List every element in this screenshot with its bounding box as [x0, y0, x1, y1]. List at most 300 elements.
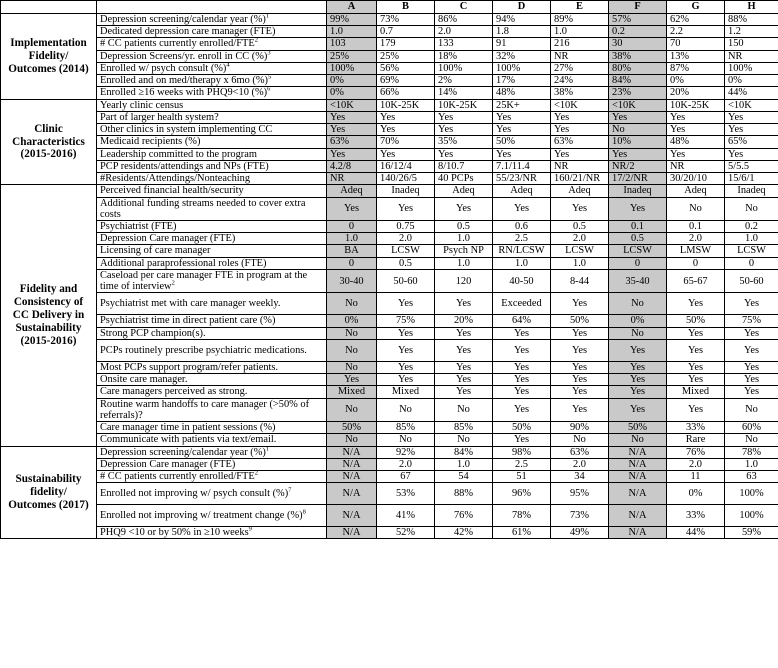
cell-d: 2.5 — [493, 458, 551, 470]
cell-g: 2.0 — [667, 233, 725, 245]
cell-d: Yes — [493, 398, 551, 421]
cell-b: 2.0 — [377, 458, 435, 470]
cell-f: 0 — [609, 257, 667, 269]
cell-a: <10K — [327, 99, 377, 111]
cell-a: N/A — [327, 446, 377, 458]
cell-f: Inadeq — [609, 185, 667, 197]
column-header-f: F — [609, 1, 667, 14]
row-label-text: Enrolled not improving w/ psych consult (%) — [100, 488, 289, 500]
cell-e: 38% — [551, 87, 609, 99]
cell-b: 85% — [377, 422, 435, 434]
cell-h: 44% — [725, 87, 778, 99]
cell-c: 86% — [435, 14, 493, 26]
column-header-c: C — [435, 1, 493, 14]
cell-c: 0.5 — [435, 220, 493, 232]
cell-g: NR — [667, 160, 725, 172]
cell-g: Yes — [667, 361, 725, 373]
row-label-text: # CC patients currently enrolled/FTE — [100, 38, 255, 50]
table-row — [1, 398, 778, 421]
table-row — [1, 483, 778, 505]
cell-b: 179 — [377, 38, 435, 50]
cell-a: 0 — [327, 220, 377, 232]
cell-f: N/A — [609, 458, 667, 470]
cell-c: Yes — [435, 148, 493, 160]
cell-c: No — [435, 434, 493, 446]
cell-h: 60% — [725, 422, 778, 434]
cell-d: Yes — [493, 339, 551, 361]
row-label — [97, 14, 327, 26]
cell-h: 1.0 — [725, 458, 778, 470]
column-header-a: A — [327, 1, 377, 14]
cell-a: NR — [327, 173, 377, 185]
cell-a: 0% — [327, 315, 377, 327]
cell-f: 35-40 — [609, 269, 667, 292]
footnote-marker: 6 — [267, 85, 271, 93]
table-row — [1, 339, 778, 361]
cell-f: 17/2/NR — [609, 173, 667, 185]
row-label-text: Enrolled ≥16 weeks with PHQ9<10 (%) — [100, 87, 268, 99]
cell-g: Adeq — [667, 185, 725, 197]
row-label — [97, 148, 327, 160]
row-label-text: Care manager time in patient sessions (%) — [100, 422, 276, 434]
cell-e: 90% — [551, 422, 609, 434]
cell-f: 80% — [609, 62, 667, 74]
cell-d: Yes — [493, 361, 551, 373]
cell-g: 2.0 — [667, 458, 725, 470]
cell-e: NR — [551, 160, 609, 172]
cell-c: 1.0 — [435, 257, 493, 269]
row-label — [97, 136, 327, 148]
cell-a: Yes — [327, 374, 377, 386]
cell-f: N/A — [609, 446, 667, 458]
table-row — [1, 173, 778, 185]
row-label-text: Yearly clinic census — [100, 99, 184, 111]
row-label-text: Routine warm handoffs to care manager (>50% of referrals)? — [100, 398, 310, 421]
cell-d: 51 — [493, 470, 551, 482]
cell-c: 18% — [435, 50, 493, 62]
cell-b: 2.0 — [377, 233, 435, 245]
cell-a: 0% — [327, 75, 377, 87]
cell-e: 1.0 — [551, 257, 609, 269]
cell-d: 55/23/NR — [493, 173, 551, 185]
row-label-text: Strong PCP champion(s). — [100, 327, 206, 339]
cell-b: Yes — [377, 148, 435, 160]
cell-c: 40 PCPs — [435, 173, 493, 185]
cell-h: 75% — [725, 315, 778, 327]
cell-d: 2.5 — [493, 233, 551, 245]
cell-d: 64% — [493, 315, 551, 327]
cell-a: No — [327, 361, 377, 373]
cell-a: N/A — [327, 458, 377, 470]
row-label — [97, 26, 327, 38]
table-row — [1, 386, 778, 398]
cell-c: Adeq — [435, 185, 493, 197]
cell-a: No — [327, 398, 377, 421]
cell-b: 75% — [377, 315, 435, 327]
cell-f: <10K — [609, 99, 667, 111]
cell-h: 0 — [725, 257, 778, 269]
cell-d: Adeq — [493, 185, 551, 197]
row-label-text: Part of larger health system? — [100, 111, 219, 123]
table-row — [1, 148, 778, 160]
cell-h: 88% — [725, 14, 778, 26]
table-row — [1, 185, 778, 197]
cell-c: Yes — [435, 361, 493, 373]
cell-g: 0.1 — [667, 220, 725, 232]
table-row — [1, 160, 778, 172]
cell-f: 0.5 — [609, 233, 667, 245]
cell-g: 30/20/10 — [667, 173, 725, 185]
row-label — [97, 505, 327, 527]
cell-f: Yes — [609, 197, 667, 220]
cell-e: 160/21/NR — [551, 173, 609, 185]
table-row — [1, 245, 778, 257]
cell-a: 99% — [327, 14, 377, 26]
cell-d: 1.8 — [493, 26, 551, 38]
row-label-text: Psychiatrist (FTE) — [100, 220, 177, 232]
cell-b: 92% — [377, 446, 435, 458]
cell-g: 87% — [667, 62, 725, 74]
row-label-text: Psychiatrist met with care manager weekly. — [100, 298, 281, 310]
cell-c: No — [435, 398, 493, 421]
cell-h: 100% — [725, 483, 778, 505]
cell-c: Yes — [435, 327, 493, 339]
cell-h: 50-60 — [725, 269, 778, 292]
cell-e: 34 — [551, 470, 609, 482]
cell-f: Yes — [609, 374, 667, 386]
cell-h: 100% — [725, 62, 778, 74]
row-label — [97, 233, 327, 245]
cell-g: Mixed — [667, 386, 725, 398]
cell-f: No — [609, 434, 667, 446]
cell-f: LCSW — [609, 245, 667, 257]
cell-f: N/A — [609, 470, 667, 482]
cell-g: Yes — [667, 374, 725, 386]
cell-a: Yes — [327, 148, 377, 160]
cell-f: Yes — [609, 386, 667, 398]
cell-e: 0.5 — [551, 220, 609, 232]
row-label — [97, 470, 327, 482]
cell-g: No — [667, 197, 725, 220]
cell-f: Yes — [609, 339, 667, 361]
cell-a: 50% — [327, 422, 377, 434]
cell-d: 25K+ — [493, 99, 551, 111]
cell-h: 100% — [725, 505, 778, 527]
cell-f: 0% — [609, 315, 667, 327]
table-row — [1, 233, 778, 245]
row-label-text: Enrolled not improving w/ treatment change (%) — [100, 510, 303, 522]
cell-b: 69% — [377, 75, 435, 87]
cell-g: 76% — [667, 446, 725, 458]
cell-e: LCSW — [551, 245, 609, 257]
table-row — [1, 470, 778, 482]
row-label — [97, 220, 327, 232]
cell-h: 150 — [725, 38, 778, 50]
table-row — [1, 434, 778, 446]
cell-b: Mixed — [377, 386, 435, 398]
cell-c: Yes — [435, 374, 493, 386]
table-row — [1, 293, 778, 315]
cell-a: No — [327, 434, 377, 446]
row-label-text: PHQ9 <10 or by 50% in ≥10 weeks — [100, 527, 249, 539]
row-label-text: PCPs routinely prescribe psychiatric medications. — [100, 344, 307, 356]
cell-g: Yes — [667, 339, 725, 361]
cell-a: 30-40 — [327, 269, 377, 292]
cell-e: 1.0 — [551, 26, 609, 38]
row-label-text: Depression Screens/yr. enroll in CC (%) — [100, 50, 268, 62]
table-row — [1, 446, 778, 458]
row-label-text: Other clinics in system implementing CC — [100, 124, 273, 136]
header-blank-label — [97, 1, 327, 14]
cell-e: Adeq — [551, 185, 609, 197]
table-row — [1, 327, 778, 339]
cell-g: Yes — [667, 111, 725, 123]
row-label — [97, 245, 327, 257]
row-label — [97, 124, 327, 136]
cell-h: Inadeq — [725, 185, 778, 197]
cell-c: Yes — [435, 124, 493, 136]
cell-g: 50% — [667, 315, 725, 327]
cell-d: 96% — [493, 483, 551, 505]
cell-e: Yes — [551, 124, 609, 136]
cell-h: LCSW — [725, 245, 778, 257]
cell-d: 32% — [493, 50, 551, 62]
column-header-d: D — [493, 1, 551, 14]
cell-b: Yes — [377, 374, 435, 386]
cell-a: BA — [327, 245, 377, 257]
cell-a: 0% — [327, 87, 377, 99]
cell-e: 73% — [551, 505, 609, 527]
cell-a: Yes — [327, 124, 377, 136]
cell-g: Yes — [667, 398, 725, 421]
table-row — [1, 50, 778, 62]
cell-c: 42% — [435, 527, 493, 539]
table-row — [1, 38, 778, 50]
row-label-text: Most PCPs support program/refer patients. — [100, 361, 279, 373]
row-label — [97, 160, 327, 172]
cell-e: Yes — [551, 361, 609, 373]
section-title: Sustainability fidelity/ Outcomes (2017) — [1, 446, 97, 539]
cell-d: Yes — [493, 327, 551, 339]
cell-d: 7.1/11.4 — [493, 160, 551, 172]
section-title: Clinic Characteristics (2015-2016) — [1, 99, 97, 185]
cell-g: Rare — [667, 434, 725, 446]
table-row — [1, 26, 778, 38]
cell-h: 5/5.5 — [725, 160, 778, 172]
cell-a: N/A — [327, 527, 377, 539]
row-label — [97, 386, 327, 398]
cell-b: 52% — [377, 527, 435, 539]
cell-c: 76% — [435, 505, 493, 527]
row-label-text: Care managers perceived as strong. — [100, 386, 248, 398]
row-label — [97, 327, 327, 339]
table-row — [1, 257, 778, 269]
cell-b: 0.75 — [377, 220, 435, 232]
row-label — [97, 339, 327, 361]
cell-a: 1.0 — [327, 26, 377, 38]
cell-e: 24% — [551, 75, 609, 87]
table-row — [1, 197, 778, 220]
row-label — [97, 293, 327, 315]
cell-h: Yes — [725, 339, 778, 361]
cell-h: 63 — [725, 470, 778, 482]
cell-e: Yes — [551, 327, 609, 339]
cell-c: Yes — [435, 111, 493, 123]
row-label-text: Caseload per care manager FTE in program at the time of interview — [100, 269, 308, 293]
cell-f: 30 — [609, 38, 667, 50]
cell-f: NR/2 — [609, 160, 667, 172]
table-row — [1, 87, 778, 99]
cell-e: Yes — [551, 386, 609, 398]
cell-d: 50% — [493, 422, 551, 434]
row-label — [97, 361, 327, 373]
cell-h: 0.2 — [725, 220, 778, 232]
cell-d: 1.0 — [493, 257, 551, 269]
cell-d: 0.6 — [493, 220, 551, 232]
cell-b: 10K-25K — [377, 99, 435, 111]
cell-a: Adeq — [327, 185, 377, 197]
row-label — [97, 185, 327, 197]
cell-e: 63% — [551, 446, 609, 458]
cell-f: N/A — [609, 505, 667, 527]
cell-g: Yes — [667, 148, 725, 160]
row-label-text: Enrolled w/ psych consult (%) — [100, 62, 227, 74]
cell-g: Yes — [667, 293, 725, 315]
cell-a: 0 — [327, 257, 377, 269]
cell-a: 100% — [327, 62, 377, 74]
footnote-marker: 4 — [226, 61, 230, 69]
cell-b: Yes — [377, 293, 435, 315]
cell-e: 2.0 — [551, 233, 609, 245]
cell-b: 53% — [377, 483, 435, 505]
cell-h: Yes — [725, 327, 778, 339]
cell-g: 0% — [667, 75, 725, 87]
cell-f: 0.1 — [609, 220, 667, 232]
cell-c: 84% — [435, 446, 493, 458]
cell-c: Psych NP — [435, 245, 493, 257]
cell-f: Yes — [609, 111, 667, 123]
cell-e: 2.0 — [551, 458, 609, 470]
cell-g: 65-67 — [667, 269, 725, 292]
row-label — [97, 315, 327, 327]
cell-h: Yes — [725, 361, 778, 373]
cell-f: Yes — [609, 148, 667, 160]
cell-e: 89% — [551, 14, 609, 26]
cell-d: 61% — [493, 527, 551, 539]
cell-e: Yes — [551, 197, 609, 220]
cell-e: 95% — [551, 483, 609, 505]
cell-h: No — [725, 434, 778, 446]
cell-c: 100% — [435, 62, 493, 74]
cell-c: 85% — [435, 422, 493, 434]
row-label — [97, 257, 327, 269]
cell-a: No — [327, 327, 377, 339]
cell-e: Yes — [551, 293, 609, 315]
table-row — [1, 458, 778, 470]
row-label — [97, 483, 327, 505]
cell-h: Yes — [725, 124, 778, 136]
cell-e: NR — [551, 50, 609, 62]
cell-c: 10K-25K — [435, 99, 493, 111]
footnote-marker: 9 — [248, 525, 252, 533]
cell-b: Yes — [377, 111, 435, 123]
table-row — [1, 269, 778, 292]
cell-h: 59% — [725, 527, 778, 539]
cell-e: 50% — [551, 315, 609, 327]
cell-b: 70% — [377, 136, 435, 148]
cell-b: LCSW — [377, 245, 435, 257]
cell-a: N/A — [327, 483, 377, 505]
cell-h: <10K — [725, 99, 778, 111]
footnote-marker: 1 — [265, 12, 270, 20]
cell-g: 62% — [667, 14, 725, 26]
table-row — [1, 315, 778, 327]
cell-h: NR — [725, 50, 778, 62]
cell-e: 63% — [551, 136, 609, 148]
cell-d: 50% — [493, 136, 551, 148]
row-label — [97, 87, 327, 99]
cell-d: 91 — [493, 38, 551, 50]
row-label-text: # CC patients currently enrolled/FTE — [100, 470, 255, 482]
cell-a: 63% — [327, 136, 377, 148]
footnote-marker: 2 — [254, 469, 258, 477]
table-row — [1, 505, 778, 527]
table-row — [1, 361, 778, 373]
cell-c: 8/10.7 — [435, 160, 493, 172]
table-row — [1, 527, 778, 539]
cell-b: Yes — [377, 124, 435, 136]
table-row — [1, 111, 778, 123]
cell-d: Exceeded — [493, 293, 551, 315]
column-header-b: B — [377, 1, 435, 14]
cell-a: Yes — [327, 197, 377, 220]
row-label-text: #Residents/Attendings/Nonteaching — [100, 173, 251, 185]
cell-f: 50% — [609, 422, 667, 434]
row-label-text: Perceived financial health/security — [100, 185, 244, 197]
row-label-text: Licensing of care manager — [100, 245, 211, 257]
table-row — [1, 62, 778, 74]
cell-d: 40-50 — [493, 269, 551, 292]
table-row — [1, 422, 778, 434]
cell-b: Yes — [377, 327, 435, 339]
cell-b: Inadeq — [377, 185, 435, 197]
cell-f: No — [609, 124, 667, 136]
cell-c: 2.0 — [435, 26, 493, 38]
footnote-marker: 1 — [265, 445, 270, 453]
cell-d: Yes — [493, 197, 551, 220]
cell-c: 14% — [435, 87, 493, 99]
cell-e: 216 — [551, 38, 609, 50]
table-row — [1, 124, 778, 136]
cell-g: 13% — [667, 50, 725, 62]
cell-c: 54 — [435, 470, 493, 482]
cell-c: 88% — [435, 483, 493, 505]
header-blank-section — [1, 1, 97, 14]
row-label-text: Depression Care manager (FTE) — [100, 233, 236, 245]
row-label-text: Depression screening/calendar year (%) — [100, 14, 266, 25]
cell-f: 10% — [609, 136, 667, 148]
cell-b: 50-60 — [377, 269, 435, 292]
cell-d: Yes — [493, 386, 551, 398]
cell-b: 0.7 — [377, 26, 435, 38]
row-label-text: Medicaid recipients (%) — [100, 136, 201, 148]
cell-d: 48% — [493, 87, 551, 99]
table-row — [1, 220, 778, 232]
cell-c: 133 — [435, 38, 493, 50]
table-row — [1, 99, 778, 111]
cell-g: 33% — [667, 505, 725, 527]
cell-g: 70 — [667, 38, 725, 50]
